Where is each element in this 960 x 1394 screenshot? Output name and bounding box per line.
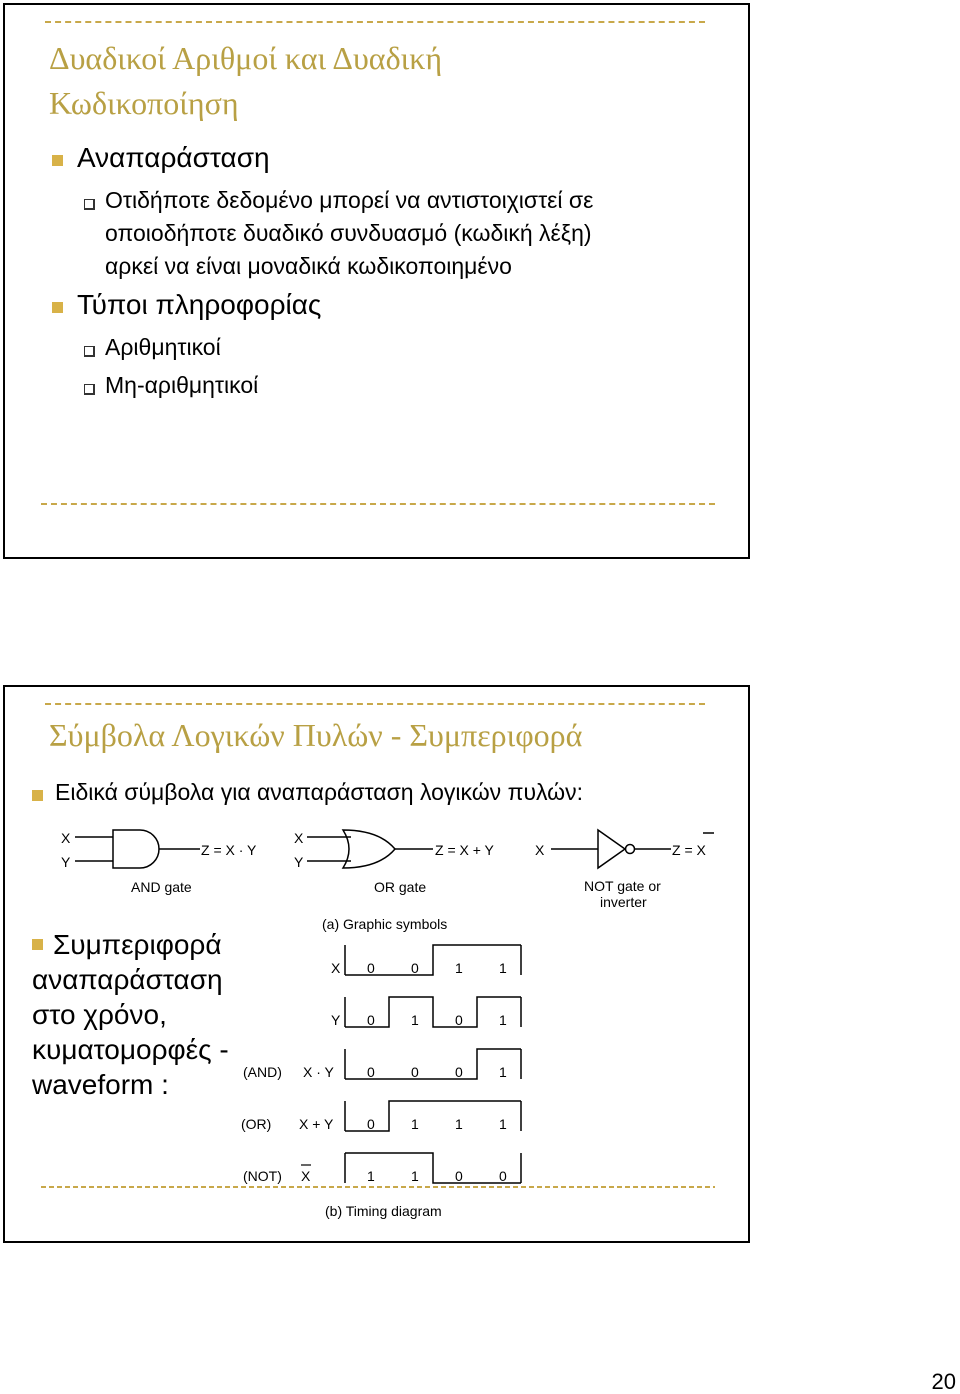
timing-value: 1 [455,1116,463,1132]
or-output: Z = X + Y [435,842,494,858]
sub-bullet-line: οποιοδήποτε δυαδικό συνδυασμό (κωδική λέξη) [105,220,592,246]
page-number: 20 [931,1369,956,1394]
sub-bullet-marker [84,199,95,210]
timing-row-signal: X [301,1168,311,1184]
side-bullet-line: κυματομορφές - [32,1034,229,1065]
graphic-symbols-caption: (a) Graphic symbols [322,916,448,932]
not-label-line1: NOT gate or [584,878,661,894]
bullet-marker [52,302,63,313]
slide-logic-gates [3,685,750,1243]
footer-rule [41,503,715,505]
sub-bullet-line: Οτιδήποτε δεδομένο μπορεί να αντιστοιχιστεί σε [105,187,594,213]
timing-value: 1 [411,1012,419,1028]
or-label: OR gate [374,879,427,895]
timing-row-tag: (OR) [241,1116,272,1132]
side-bullet-line: αναπαράσταση [32,964,223,995]
and-label: AND gate [131,879,192,895]
timing-value: 0 [455,1012,463,1028]
timing-value: 0 [499,1168,507,1184]
not-label-line2: inverter [600,894,647,910]
timing-row-signal: X [331,960,341,976]
timing-value: 1 [411,1168,419,1184]
timing-caption: (b) Timing diagram [325,1203,442,1219]
slide-title: Σύμβολα Λογικών Πυλών - Συμπεριφορά [49,717,583,753]
side-bullet-line: Συμπεριφορά [53,929,222,960]
not-input-x: X [535,842,545,858]
or-gate [307,830,433,868]
and-output: Z = X · Y [201,842,257,858]
slide-title-line2: Κωδικοποίηση [49,85,239,121]
timing-value: 1 [499,1064,507,1080]
bullet-representation: Αναπαράσταση [77,142,270,173]
or-input-x: X [294,830,304,846]
side-bullet-line: waveform : [32,1069,169,1100]
sub-bullet-numeric: Αριθμητικοί [105,334,221,360]
slide-title-line1: Δυαδικοί Αριθμοί και Δυαδική [49,40,443,76]
sub-bullet-line: αρκεί να είναι μοναδικά κωδικοποιημένο [105,253,512,279]
timing-value: 1 [455,960,463,976]
timing-value: 0 [411,1064,419,1080]
bullet-marker [52,155,63,166]
and-gate [75,830,200,868]
timing-value: 0 [455,1168,463,1184]
timing-value: 1 [411,1116,419,1132]
sub-bullet-marker [84,346,95,357]
timing-row-signal: X + Y [299,1116,334,1132]
timing-value: 1 [499,960,507,976]
timing-value: 0 [367,1116,375,1132]
timing-row-signal: X · Y [303,1064,334,1080]
timing-row-signal: Y [331,1012,341,1028]
timing-row-tag: (NOT) [243,1168,282,1184]
sub-bullet-marker [84,384,95,395]
bullet-gate-symbols: Ειδικά σύμβολα για αναπαράσταση λογικών πυλών: [55,779,584,805]
side-bullet-line: στο χρόνο, [32,999,167,1030]
sub-bullet-nonnumeric: Μη-αριθμητικοί [105,372,259,398]
timing-value: 1 [367,1168,375,1184]
timing-diagram [241,945,521,1184]
slide-binary-coding [3,3,750,559]
bullet-info-types: Τύποι πληροφορίας [77,289,322,320]
and-input-x: X [61,830,71,846]
timing-value: 0 [367,1012,375,1028]
timing-row-tag: (AND) [243,1064,282,1080]
timing-value: 0 [367,960,375,976]
not-output: Z = X [672,842,706,858]
timing-value: 0 [367,1064,375,1080]
and-input-y: Y [61,854,71,870]
timing-value: 0 [455,1064,463,1080]
timing-value: 0 [411,960,419,976]
title-rule-top [45,21,705,23]
or-input-y: Y [294,854,304,870]
logic-diagram [5,687,748,1241]
timing-value: 1 [499,1012,507,1028]
timing-value: 1 [499,1116,507,1132]
